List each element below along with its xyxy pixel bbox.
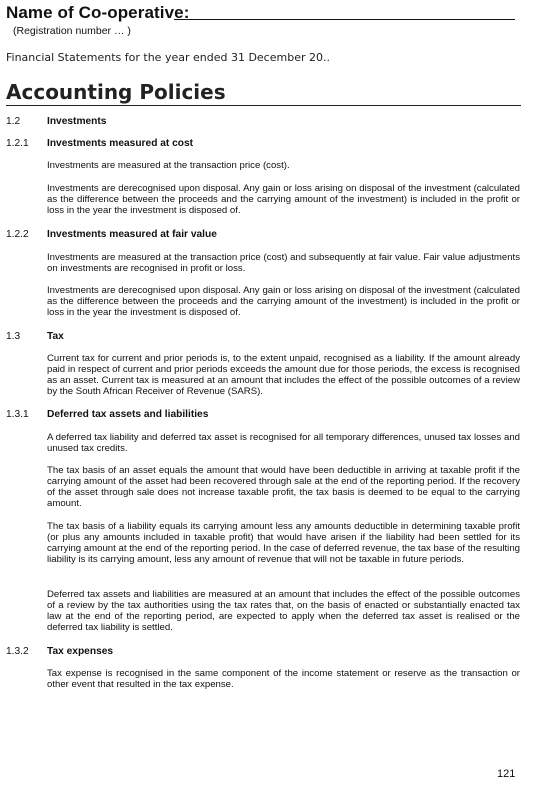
paragraph: A deferred tax liability and deferred tax asset is recognised for all temporary differences, unused tax losses and unused tax credits. [47, 432, 520, 454]
financial-statements-line: Financial Statements for the year ended 31 December 20.. [6, 51, 330, 64]
paragraph: Investments are measured at the transaction price (cost). [47, 160, 290, 171]
section-heading: Investments measured at cost [47, 138, 194, 149]
paragraph: The tax basis of a liability equals its carrying amount less any amounts deductible in determining taxable profit (or plus any amounts included in taxable profit) that would have arisen if the liability had been settled for its carrying amount at the end of the reporting period. In the case of deferred revenue, the tax base of the resulting liability is its carrying amount, less any amount of revenue that will not be taxable in future periods. [47, 521, 520, 565]
page-title: Accounting Policies [6, 80, 226, 104]
paragraph: Investments are derecognised upon disposal. Any gain or loss arising on disposal of the investment (calculated as the difference between the proceeds and the carrying amount of the investment) is included in the profit or loss in the year the investment is disposed of. [47, 285, 520, 318]
paragraph: Deferred tax assets and liabilities are measured at an amount that includes the effect of the possible outcomes of a review by the tax authorities using the tax rates that, on the basis of enacted or substantially enacted tax law at the end of the reporting period, are expected to apply when the deferred tax asset is realised or the deferred tax liability is settled. [47, 589, 520, 633]
cooperative-name-underline [174, 19, 515, 20]
section-heading: Investments measured at fair value [47, 229, 217, 240]
section-heading: Investments [47, 116, 107, 127]
paragraph: Investments are derecognised upon disposal. Any gain or loss arising on disposal of the investment (calculated as the difference between the proceeds and the carrying amount of the investment) is included in the profit or loss in the year the investment is disposed of. [47, 183, 520, 216]
paragraph: Current tax for current and prior periods is, to the extent unpaid, recognised as a liability. If the amount already paid in respect of current and prior periods exceeds the amount due for those periods, the excess is recognised as an asset. Current tax is measured at an amount that includes the effect of the possible outcomes of a review by the South African Receiver of Revenue (SARS). [47, 353, 520, 397]
section-heading: Tax [47, 331, 64, 342]
section-number: 1.3.2 [6, 646, 29, 657]
section-number: 1.3 [6, 331, 21, 342]
title-divider [6, 105, 521, 106]
section-number: 1.2 [6, 116, 21, 127]
section-number: 1.2.1 [6, 138, 29, 149]
cooperative-name-label: Name of Co-operative: [6, 3, 190, 22]
paragraph: The tax basis of an asset equals the amount that would have been deductible in arriving at taxable profit if the carrying amount of the asset had been recovered through sale at the end of the reporting period. If the recovery of the asset through sale does not increase taxable profit, the tax basis is deemed to be equal to the carrying amount. [47, 465, 520, 509]
page-number: 121 [497, 768, 516, 780]
registration-number: (Registration number … ) [13, 25, 131, 37]
section-number: 1.2.2 [6, 229, 29, 240]
paragraph: Investments are measured at the transaction price (cost) and subsequently at fair value. Fair value adjustments on investments are recognised in profit or loss. [47, 252, 520, 274]
section-number: 1.3.1 [6, 409, 29, 420]
section-heading: Deferred tax assets and liabilities [47, 409, 209, 420]
paragraph: Tax expense is recognised in the same component of the income statement or reserve as the transaction or other event that resulted in the tax expense. [47, 668, 520, 690]
section-heading: Tax expenses [47, 646, 114, 657]
